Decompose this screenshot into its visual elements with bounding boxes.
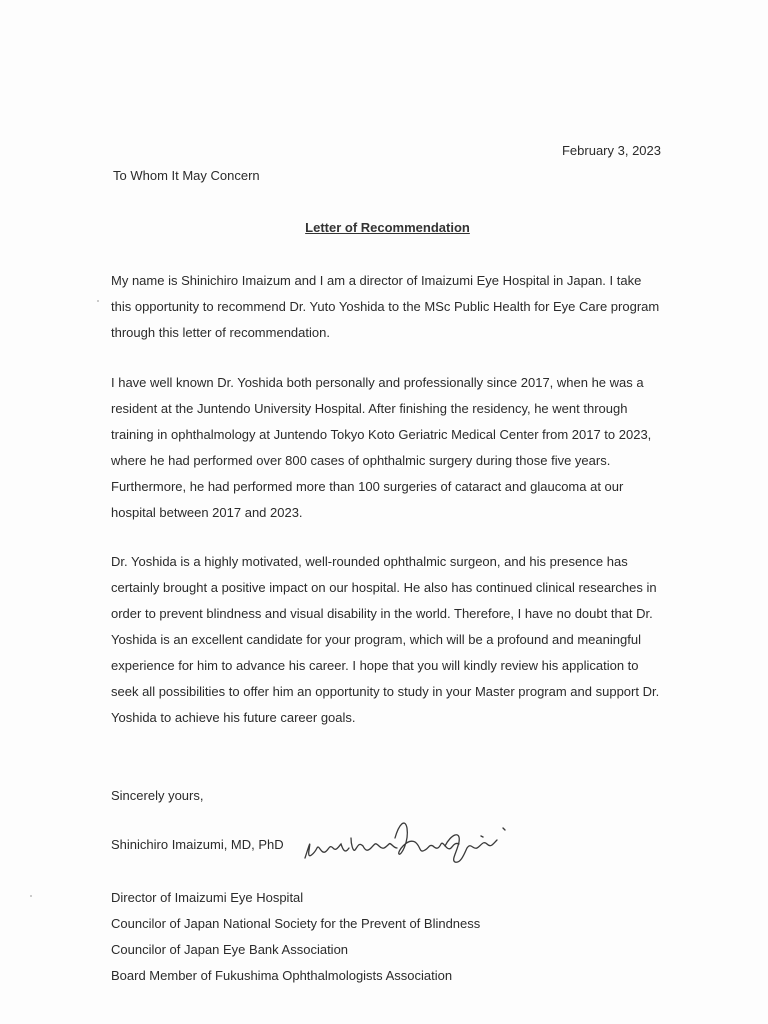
paragraph-text: My name is Shinichiro Imaizum and I am a director of Imaizumi Eye Hospital in Japan. I take this opportunity to recommend Dr. Yuto Yoshida to the MSc Public Health for Eye Care program through this letter of recommendation. (111, 273, 660, 340)
paragraph-introduction (111, 268, 663, 346)
closing: Sincerely yours, (111, 788, 204, 803)
scan-speck (97, 300, 99, 302)
signer-positions (111, 885, 480, 989)
paragraph-text: I have well known Dr. Yoshida both personally and professionally since 2017, when he was a resident at the Juntendo University Hospital. After finishing the residency, he went through training in ophthalmology at Juntendo Tokyo Koto Geriatric Medical Center from 2017 to 2023, where he had performed over 800 cases of ophthalmic surgery during those five years. Furthermore, he had performed more than 100 surgeries of cataract and glaucoma at our hospital between 2017 and 2023. (111, 375, 652, 520)
position-line: Councilor of Japan Eye Bank Association (111, 942, 349, 957)
salutation: To Whom It May Concern (113, 168, 260, 183)
paragraph-endorsement (111, 549, 663, 731)
position-line: Director of Imaizumi Eye Hospital (111, 890, 304, 905)
letter-title: Letter of Recommendation (305, 220, 470, 235)
handwritten-signature (295, 808, 520, 870)
position-line: Councilor of Japan National Society for the Prevent of Blindness (111, 916, 481, 931)
paragraph-text: Dr. Yoshida is a highly motivated, well-rounded ophthalmic surgeon, and his presence has certainly brought a positive impact on our hospital. He also has continued clinical researches in order to prevent blindness and visual disability in the world. Therefore, I have no doubt that Dr. Yoshida is an excellent candidate for your program, which will be a profound and meaningful experience for him to advance his career. I hope that you will kindly review his application to seek all possibilities to offer him an opportunity to study in your Master program and support Dr. Yoshida to achieve his future career goals. (111, 554, 660, 725)
scan-speck (30, 895, 32, 897)
signer-name: Shinichiro Imaizumi, MD, PhD (111, 837, 284, 852)
letter-date: February 3, 2023 (561, 143, 661, 158)
paragraph-background (111, 370, 663, 526)
position-line: Board Member of Fukushima Ophthalmologists Association (111, 968, 453, 983)
